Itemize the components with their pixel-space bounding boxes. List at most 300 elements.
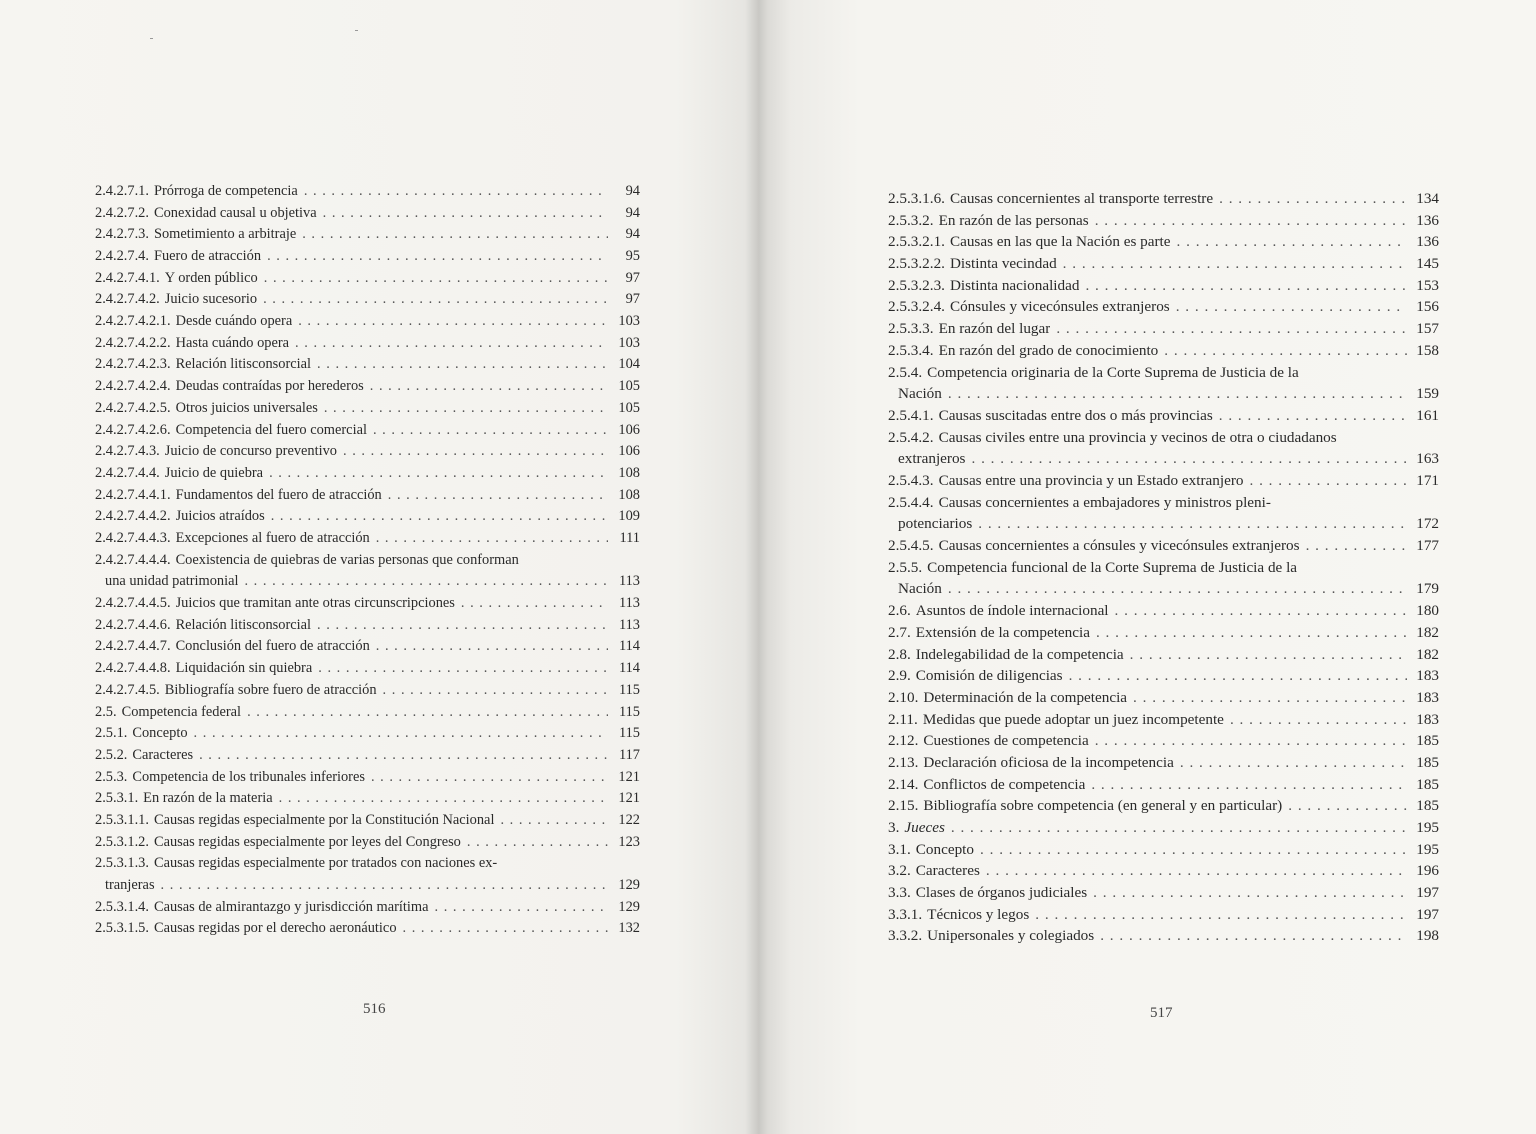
scan-speck: [355, 30, 358, 31]
toc-entry-page: 134: [1416, 189, 1439, 207]
toc-entry-page: 157: [1416, 320, 1439, 338]
right-page: [888, 188, 1439, 947]
toc-entry-title: Concepto: [132, 725, 188, 742]
toc-entry-title: Medidas que puede adoptar un juez incompetente: [922, 710, 1224, 728]
leader-dots: [1063, 253, 1407, 275]
toc-entry-page: 197: [1416, 905, 1439, 923]
toc-entry-number: 2.4.2.7.2.: [95, 204, 149, 221]
toc-entry-title: Indelegabilidad de la competencia: [915, 645, 1124, 663]
toc-entry-number: 2.5.4.1.: [888, 406, 934, 424]
leader-dots: [317, 354, 608, 376]
leader-dots: [373, 420, 608, 442]
toc-entry: [95, 636, 640, 658]
toc-entry: [888, 296, 1439, 318]
toc-entry-title: Juicios que tramitan ante otras circunscripciones: [175, 595, 455, 612]
leader-dots: [1085, 275, 1407, 297]
leader-dots: [403, 918, 608, 940]
toc-entry: [888, 904, 1439, 926]
toc-entry: [888, 795, 1439, 817]
toc-entry-title: Comisión de diligencias: [915, 667, 1063, 685]
toc-entry: [95, 506, 640, 528]
toc-entry-number: 2.6.: [888, 602, 911, 620]
toc-entry-title-continued: tranjeras: [105, 877, 155, 894]
toc-entry: [95, 289, 640, 311]
leader-dots: [271, 506, 608, 528]
toc-entry-number: 2.4.2.7.4.5.: [95, 681, 160, 698]
toc-entry-number: 2.4.2.7.4.2.: [95, 291, 160, 308]
toc-entry-title: Competencia federal: [121, 703, 242, 720]
toc-entry-number: 3.1.: [888, 840, 911, 858]
toc-entry-title: Juicio de concurso preventivo: [164, 443, 338, 460]
toc-entry-title: Distinta nacionalidad: [949, 276, 1080, 294]
leader-dots: [1130, 644, 1407, 666]
leader-dots: [948, 383, 1407, 405]
toc-entry: [888, 405, 1439, 427]
leader-dots: [1093, 882, 1407, 904]
toc-entry: [888, 926, 1439, 948]
toc-entry-page: 115: [618, 703, 640, 720]
toc-entry-title: Competencia de los tribunales inferiores: [132, 768, 365, 785]
toc-entry-page: 145: [1416, 255, 1439, 273]
leader-dots: [199, 745, 608, 767]
toc-entry-title: Causas suscitadas entre dos o más provincias: [938, 406, 1213, 424]
toc-entry-page: 129: [618, 877, 640, 894]
toc-entry-number: 2.4.2.7.3.: [95, 226, 149, 243]
toc-entry-title-continued: extranjeros: [898, 450, 966, 468]
toc-entry: [95, 181, 640, 203]
toc-entry: [888, 860, 1439, 882]
toc-entry-number: 3.3.: [888, 884, 911, 902]
toc-entry-page: 113: [618, 616, 640, 633]
toc-entry-page: 177: [1416, 537, 1439, 555]
toc-entry: [888, 188, 1439, 210]
toc-entry: [888, 709, 1439, 731]
leader-dots: [324, 398, 608, 420]
toc-entry-page: 183: [1416, 667, 1439, 685]
toc-entry-page: 183: [1416, 710, 1439, 728]
toc-entry-title: Causas regidas especialmente por la Constitución Nacional: [153, 811, 495, 828]
toc-entry-number: 2.5.3.2.3.: [888, 276, 945, 294]
toc-entry-number: 2.5.5.: [888, 558, 923, 576]
toc-entry-title: Y orden público: [164, 269, 258, 286]
toc-entry: [95, 485, 640, 507]
toc-entry-title: Caracteres: [915, 862, 980, 880]
toc-entry-page: 132: [618, 920, 640, 937]
toc-entry: [95, 268, 640, 290]
toc-entry-page: 123: [618, 833, 640, 850]
toc-entry-title: Excepciones al fuero de atracción: [175, 529, 370, 546]
toc-entry: [888, 210, 1439, 232]
toc-entry-number: 2.5.3.1.4.: [95, 898, 149, 915]
toc-entry: [888, 622, 1439, 644]
toc-entry-title: Prórroga de competencia: [153, 182, 298, 199]
toc-entry-page: 114: [618, 660, 640, 677]
leader-dots: [1091, 774, 1407, 796]
toc-entry-title: Caracteres: [132, 746, 194, 763]
toc-entry-title: Hasta cuándo opera: [175, 334, 290, 351]
toc-entry-title: Desde cuándo opera: [175, 313, 293, 330]
toc-entry-number: 2.4.2.7.4.2.5.: [95, 399, 171, 416]
leader-dots: [435, 897, 608, 919]
toc-entry-number: 2.5.3.2.: [888, 211, 934, 229]
toc-entry-title: Juicios atraídos: [175, 508, 265, 525]
toc-entry-number: 2.5.4.3.: [888, 471, 934, 489]
scan-speck: [150, 38, 153, 39]
toc-entry: [95, 550, 640, 593]
leader-dots: [1176, 296, 1407, 318]
leader-dots: [1035, 904, 1407, 926]
toc-entry-page: 182: [1416, 645, 1439, 663]
toc-entry-title-continued: una unidad patrimonial: [105, 573, 239, 590]
toc-entry-page: 94: [625, 182, 640, 199]
toc-entry: [95, 658, 640, 680]
toc-entry: [95, 918, 640, 940]
toc-entry-page: 159: [1416, 385, 1439, 403]
toc-entry-page: 129: [618, 898, 640, 915]
toc-entry: [888, 882, 1439, 904]
toc-entry-page: 121: [618, 790, 640, 807]
leader-dots: [317, 615, 608, 637]
toc-entry-title: Juicio sucesorio: [164, 291, 258, 308]
leader-dots: [1100, 925, 1407, 947]
toc-entry: [95, 203, 640, 225]
toc-entry-page: 195: [1416, 819, 1439, 837]
leader-dots: [370, 376, 608, 398]
toc-entry-page: 122: [618, 811, 640, 828]
toc-entry-number: 2.4.2.7.4.1.: [95, 269, 160, 286]
toc-entry-page: 115: [618, 725, 640, 742]
toc-entry-title: Conexidad causal u objetiva: [153, 204, 317, 221]
toc-entry-page: 163: [1416, 450, 1439, 468]
toc-entry: [95, 224, 640, 246]
toc-entry-title: Conflictos de competencia: [923, 775, 1086, 793]
toc-entry-title: Juicio de quiebra: [164, 464, 264, 481]
toc-entry-number: 2.4.2.7.4.4.1.: [95, 486, 171, 503]
toc-entry-title: Causas concernientes al transporte terrestre: [949, 189, 1214, 207]
toc-entry: [95, 897, 640, 919]
toc-entry-number: 2.5.3.2.4.: [888, 298, 945, 316]
toc-entry: [888, 665, 1439, 687]
toc-entry: [95, 810, 640, 832]
toc-entry-title: Causas regidas especialmente por tratados con naciones ex-: [153, 855, 498, 872]
toc-entry-page: 179: [1416, 580, 1439, 598]
toc-entry: [888, 535, 1439, 557]
toc-entry: [95, 788, 640, 810]
toc-entry-number: 2.4.2.7.4.4.5.: [95, 595, 171, 612]
toc-entry-page: 121: [618, 768, 640, 785]
toc-entry-number: 2.5.4.5.: [888, 537, 934, 555]
toc-entry-number: 2.5.3.1.2.: [95, 833, 149, 850]
toc-entry-number: 2.5.1.: [95, 725, 128, 742]
toc-entry-page: 103: [618, 313, 640, 330]
toc-entry-number: 2.5.3.1.3.: [95, 855, 149, 872]
toc-entry-number: 2.5.3.2.1.: [888, 233, 945, 251]
toc-entry-page: 95: [625, 248, 640, 265]
toc-entry-title: En razón de las personas: [938, 211, 1089, 229]
toc-entry: [888, 340, 1439, 362]
toc-entry-number: 2.4.2.7.4.4.: [95, 464, 160, 481]
leader-dots: [1249, 470, 1407, 492]
toc-entry-number: 2.13.: [888, 753, 919, 771]
toc-entry-page: 136: [1416, 211, 1439, 229]
toc-entry-page: 105: [618, 378, 640, 395]
toc-entry-number: 2.4.2.7.4.3.: [95, 443, 160, 460]
leader-dots: [1288, 795, 1407, 817]
toc-entry-page: 185: [1416, 753, 1439, 771]
toc-entry-number: 2.5.3.: [95, 768, 128, 785]
toc-entry-page: 104: [618, 356, 640, 373]
toc-entry-title: Fuero de atracción: [153, 248, 262, 265]
toc-entry-number: 2.4.2.7.4.4.7.: [95, 638, 171, 655]
toc-entry-number: 2.4.2.7.4.2.4.: [95, 378, 171, 395]
toc-entry-title: Competencia funcional de la Corte Suprema de Justicia de la: [927, 558, 1298, 576]
toc-entry-number: 2.5.3.4.: [888, 341, 934, 359]
leader-dots: [376, 636, 608, 658]
toc-entry-page: 185: [1416, 775, 1439, 793]
toc-entry-page: 113: [618, 595, 640, 612]
toc-entry-page: 94: [625, 226, 640, 243]
leader-dots: [298, 311, 608, 333]
toc-entry-title: Declaración oficiosa de la incompetencia: [923, 753, 1174, 771]
page-number-right: 517: [1150, 1005, 1173, 1021]
toc-entry-page: 103: [618, 334, 640, 351]
toc-entry-title: Jueces: [904, 819, 945, 837]
toc-entry-number: 2.15.: [888, 797, 919, 815]
toc-entry-title: Deudas contraídas por herederos: [175, 378, 364, 395]
toc-entry: [95, 376, 640, 398]
toc-entry: [888, 492, 1439, 535]
toc-entry-number: 2.11.: [888, 710, 918, 728]
toc-entry-page: 183: [1416, 688, 1439, 706]
toc-entry-title: Relación litisconsorcial: [175, 616, 312, 633]
toc-entry-number: 2.4.2.7.4.: [95, 248, 149, 265]
toc-entry-title-continued: Nación: [898, 580, 942, 598]
toc-entry: [95, 723, 640, 745]
toc-entry-title: Clases de órganos judiciales: [915, 884, 1088, 902]
leader-dots: [951, 817, 1407, 839]
leader-dots: [1180, 752, 1407, 774]
leader-dots: [948, 578, 1407, 600]
toc-entry-number: 2.4.2.7.4.2.2.: [95, 334, 171, 351]
toc-entry-title: Conclusión del fuero de atracción: [175, 638, 370, 655]
toc-entry: [888, 557, 1439, 600]
toc-entry-page: 106: [618, 443, 640, 460]
toc-entry-title: Competencia originaria de la Corte Suprema de Justicia de la: [927, 363, 1299, 381]
toc-entry-title: Cuestiones de competencia: [923, 732, 1089, 750]
leader-dots: [269, 463, 608, 485]
toc-entry-title: Asuntos de índole internacional: [915, 602, 1109, 620]
toc-entry: [95, 355, 640, 377]
toc-entry-page: 197: [1416, 884, 1439, 902]
toc-entry-number: 2.12.: [888, 732, 919, 750]
toc-entry-number: 2.5.2.: [95, 746, 128, 763]
toc-entry-title: Sometimiento a arbitraje: [153, 226, 297, 243]
toc-entry-number: 2.4.2.7.4.4.3.: [95, 529, 171, 546]
toc-entry-page: 108: [618, 486, 640, 503]
toc-entry: [95, 593, 640, 615]
toc-entry: [888, 470, 1439, 492]
leader-dots: [371, 767, 608, 789]
leader-dots: [1069, 665, 1407, 687]
leader-dots: [1115, 600, 1407, 622]
toc-entry-title: Cónsules y vicecónsules extranjeros: [949, 298, 1170, 316]
toc-entry: [95, 702, 640, 724]
toc-entry-number: 2.5.: [95, 703, 117, 720]
toc-entry-page: 97: [625, 269, 640, 286]
toc-entry-page: 161: [1416, 406, 1439, 424]
toc-entry-page: 105: [618, 399, 640, 416]
leader-dots: [376, 528, 608, 550]
leader-dots: [247, 702, 608, 724]
toc-entry-page: 153: [1416, 276, 1439, 294]
toc-entry: [888, 774, 1439, 796]
toc-entry-title: Unipersonales y colegiados: [927, 927, 1095, 945]
toc-entry-title: Extensión de la competencia: [915, 623, 1090, 641]
toc-entry-number: 2.4.2.7.4.4.2.: [95, 508, 171, 525]
toc-entry-title: Causas en las que la Nación es parte: [949, 233, 1171, 251]
toc-entry: [95, 420, 640, 442]
toc-entry: [888, 231, 1439, 253]
toc-entry-title: Bibliografía sobre competencia (en general y en particular): [923, 797, 1283, 815]
toc-entry-title: Causas concernientes a embajadores y ministros pleni-: [938, 493, 1271, 511]
toc-entry-page: 196: [1416, 862, 1439, 880]
toc-entry-number: 2.5.4.4.: [888, 493, 934, 511]
toc-entry-page: 114: [618, 638, 640, 655]
toc-entry-number: 2.4.2.7.4.4.8.: [95, 660, 171, 677]
toc-entry-number: 2.10.: [888, 688, 919, 706]
toc-entry-page: 106: [618, 421, 640, 438]
toc-entry: [95, 745, 640, 767]
toc-entry-number: 2.5.3.3.: [888, 320, 934, 338]
toc-entry: [95, 853, 640, 896]
leader-dots: [971, 448, 1407, 470]
toc-entry: [888, 644, 1439, 666]
leader-dots: [244, 571, 608, 593]
toc-entry-page: 108: [618, 464, 640, 481]
toc-entry: [95, 441, 640, 463]
leader-dots: [1133, 687, 1407, 709]
toc-entry-title: Competencia del fuero comercial: [175, 421, 367, 438]
toc-entry-page: 185: [1416, 797, 1439, 815]
leader-dots: [1095, 730, 1407, 752]
toc-entry-title: Otros juicios universales: [175, 399, 318, 416]
toc-entry-title: Causas entre una provincia y un Estado extranjero: [938, 471, 1244, 489]
toc-entry: [95, 398, 640, 420]
toc-entry-number: 2.4.2.7.4.2.3.: [95, 356, 171, 373]
page-number-left: 516: [363, 1001, 386, 1017]
toc-entry-page: 172: [1416, 515, 1439, 533]
toc-entry: [888, 839, 1439, 861]
toc-entry-title: Relación litisconsorcial: [175, 356, 312, 373]
toc-entry-page: 109: [618, 508, 640, 525]
toc-entry-number: 2.14.: [888, 775, 919, 793]
leader-dots: [1306, 535, 1407, 557]
toc-entry-number: 2.8.: [888, 645, 911, 663]
toc-entry: [888, 730, 1439, 752]
leader-dots: [980, 839, 1407, 861]
leader-dots: [986, 860, 1407, 882]
toc-entry-title: Fundamentos del fuero de atracción: [175, 486, 382, 503]
toc-entry-title: Liquidación sin quiebra: [175, 660, 313, 677]
toc-entry: [95, 680, 640, 702]
toc-entry: [95, 615, 640, 637]
toc-entry-number: 2.5.3.1.5.: [95, 920, 149, 937]
toc-entry: [95, 832, 640, 854]
toc-entry-page: 115: [618, 681, 640, 698]
toc-entry-title: Técnicos y legos: [927, 905, 1030, 923]
toc-entry: [95, 246, 640, 268]
toc-entry-page: 185: [1416, 732, 1439, 750]
toc-entry-number: 2.4.2.7.4.2.1.: [95, 313, 171, 330]
toc-entry-number: 3.3.2.: [888, 927, 923, 945]
toc-entry-number: 2.4.2.7.4.4.6.: [95, 616, 171, 633]
toc-entry-page: 182: [1416, 623, 1439, 641]
toc-entry-title: Causas civiles entre una provincia y vecinos de otra o ciudadanos: [938, 428, 1337, 446]
toc-entry-page: 111: [619, 529, 640, 546]
toc-entry-title: Causas regidas especialmente por leyes del Congreso: [153, 833, 461, 850]
toc-entry-page: 180: [1416, 602, 1439, 620]
toc-entry: [888, 253, 1439, 275]
leader-dots: [1177, 231, 1407, 253]
toc-entry: [888, 427, 1439, 470]
leader-dots: [461, 593, 608, 615]
toc-entry-title: Coexistencia de quiebras de varias personas que conforman: [175, 551, 519, 568]
toc-entry-number: 2.4.2.7.1.: [95, 182, 149, 199]
toc-list-right: [888, 188, 1439, 947]
leader-dots: [1096, 622, 1407, 644]
leader-dots: [161, 875, 608, 897]
toc-entry-title: Causas de almirantazgo y jurisdicción marítima: [153, 898, 429, 915]
leader-dots: [383, 680, 608, 702]
toc-entry-title: En razón de la materia: [143, 790, 273, 807]
toc-entry-page: 198: [1416, 927, 1439, 945]
toc-entry: [95, 311, 640, 333]
toc-entry-page: 117: [618, 746, 640, 763]
toc-entry: [95, 528, 640, 550]
toc-list-left: [95, 181, 640, 940]
toc-entry-number: 2.7.: [888, 623, 911, 641]
toc-entry-number: 2.9.: [888, 667, 911, 685]
leader-dots: [1056, 318, 1407, 340]
toc-entry-title: En razón del grado de conocimiento: [938, 341, 1159, 359]
toc-entry-page: 156: [1416, 298, 1439, 316]
toc-entry-page: 171: [1416, 471, 1439, 489]
toc-entry-title-continued: potenciarios: [898, 515, 973, 533]
toc-entry: [888, 275, 1439, 297]
left-page: [95, 181, 640, 940]
toc-entry-page: 113: [618, 573, 640, 590]
toc-entry: [888, 752, 1439, 774]
toc-entry-title: Causas concernientes a cónsules y vicecónsules extranjeros: [938, 537, 1300, 555]
leader-dots: [388, 485, 608, 507]
toc-entry: [888, 318, 1439, 340]
toc-entry-title: Bibliografía sobre fuero de atracción: [164, 681, 377, 698]
toc-entry-number: 2.4.2.7.4.4.4.: [95, 551, 171, 568]
leader-dots: [279, 788, 608, 810]
leader-dots: [467, 832, 608, 854]
toc-entry-title: Distinta vecindad: [949, 255, 1057, 273]
toc-entry-title: Causas regidas por el derecho aeronáutico: [153, 920, 397, 937]
toc-entry-page: 94: [625, 204, 640, 221]
toc-entry-number: 2.5.3.1.6.: [888, 189, 945, 207]
leader-dots: [1219, 188, 1407, 210]
toc-entry-page: 158: [1416, 341, 1439, 359]
toc-entry: [888, 817, 1439, 839]
toc-entry-number: 2.5.4.: [888, 363, 923, 381]
leader-dots: [323, 203, 608, 225]
leader-dots: [1219, 405, 1407, 427]
toc-entry: [888, 687, 1439, 709]
